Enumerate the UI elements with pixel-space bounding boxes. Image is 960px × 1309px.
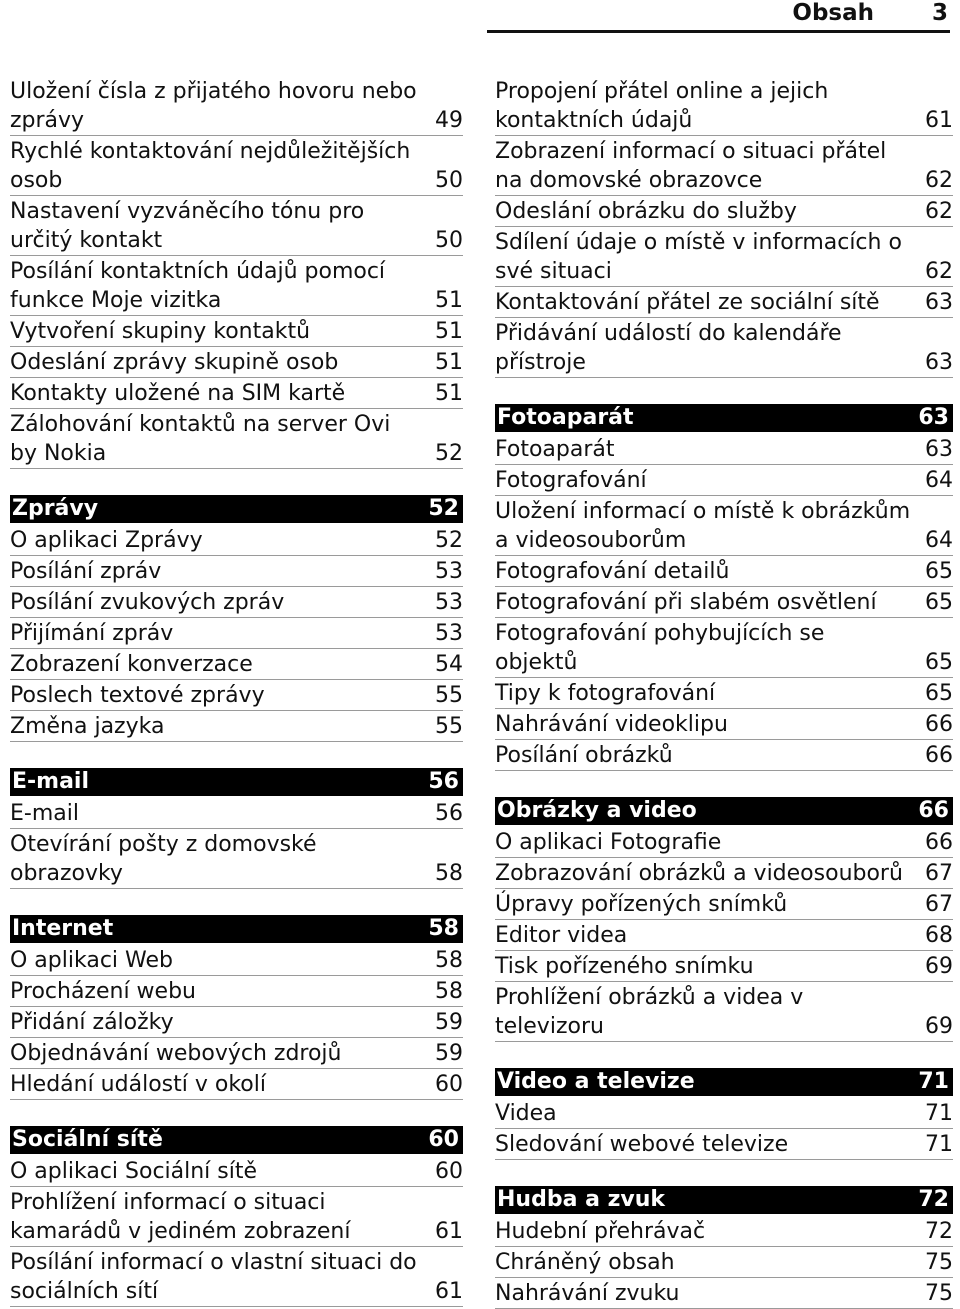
page-number: 51 [435, 288, 463, 313]
toc-entry[interactable] [10, 256, 463, 316]
toc-entry[interactable] [10, 587, 463, 618]
page-number: 51 [435, 319, 463, 344]
toc-entry[interactable] [495, 287, 953, 318]
entry-title: Fotografování [495, 468, 647, 493]
toc-entry[interactable] [495, 556, 953, 587]
entry-title: Zobrazení konverzace [10, 652, 253, 677]
toc-section-header[interactable] [495, 404, 953, 432]
entry-title: Sdílení údaje o místě v informacích o své situaci [495, 230, 902, 284]
entry-title: Zobrazování obrázků a videosouborů [495, 861, 903, 886]
toc-entry[interactable] [495, 318, 953, 378]
entry-title: Nahrávání zvuku [495, 1281, 680, 1306]
toc-entry[interactable] [10, 798, 463, 829]
toc-entry[interactable] [495, 1098, 953, 1129]
entry-title: Uložení informací o místě k obrázkům a videosouborům [495, 499, 911, 553]
section-title: Internet [12, 916, 114, 941]
page-number: 67 [925, 861, 953, 886]
page-number: 71 [918, 1069, 949, 1094]
page-number: 62 [925, 259, 953, 284]
page-number: 63 [925, 350, 953, 375]
toc-entry[interactable] [495, 678, 953, 709]
toc-entry[interactable] [10, 316, 463, 347]
entry-title: Rychlé kontaktování nejdůležitějších osob [10, 139, 411, 193]
entry-title: Přidávání událostí do kalendáře přístroje [495, 321, 842, 375]
entry-title: O aplikaci Sociální sítě [10, 1159, 258, 1184]
page-number: 64 [925, 528, 953, 553]
toc-entry[interactable] [495, 136, 953, 196]
page-number: 72 [918, 1187, 949, 1212]
page-number: 54 [435, 652, 463, 677]
entry-title: Videa [495, 1101, 557, 1126]
page-number: 65 [925, 681, 953, 706]
section-title: Video a televize [497, 1069, 695, 1094]
toc-entry[interactable] [495, 920, 953, 951]
entry-title: Přidání záložky [10, 1010, 174, 1035]
entry-title: Posílání kontaktních údajů pomocí funkce Moje vizitka [10, 259, 386, 313]
toc-entry[interactable] [10, 347, 463, 378]
page-number: 71 [925, 1132, 953, 1157]
page-number: 49 [435, 108, 463, 133]
toc-entry[interactable] [10, 1069, 463, 1100]
entry-title: Fotografování detailů [495, 559, 730, 584]
page-number: 66 [918, 798, 949, 823]
entry-title: Úpravy pořízených snímků [495, 892, 788, 917]
entry-title: Sledování webové televize [495, 1132, 789, 1157]
page-header [487, 0, 950, 33]
page-number: 60 [435, 1072, 463, 1097]
toc-entry[interactable] [10, 945, 463, 976]
toc-entry[interactable] [10, 378, 463, 409]
toc-column-left [10, 76, 463, 1307]
entry-title: Editor videa [495, 923, 628, 948]
entry-title: Procházení webu [10, 979, 196, 1004]
toc-entry[interactable] [10, 76, 463, 136]
toc-entry[interactable] [495, 465, 953, 496]
toc-entry[interactable] [10, 829, 463, 889]
page-number: 63 [925, 290, 953, 315]
entry-title: Nastavení vyzváněcího tónu pro určitý kontakt [10, 199, 365, 253]
toc-entry[interactable] [10, 711, 463, 742]
page-number: 55 [435, 683, 463, 708]
page-number: 62 [925, 199, 953, 224]
entry-title: Hudební přehrávač [495, 1219, 706, 1244]
toc-entry[interactable] [10, 525, 463, 556]
entry-title: Propojení přátel online a jejich kontaktních údajů [495, 79, 829, 133]
toc-section-header[interactable] [495, 797, 953, 825]
entry-title: Chráněný obsah [495, 1250, 675, 1275]
page-number: 53 [435, 621, 463, 646]
page-number: 75 [925, 1250, 953, 1275]
entry-title: Posílání obrázků [495, 743, 673, 768]
entry-title: Změna jazyka [10, 714, 165, 739]
entry-title: Zobrazení informací o situaci přátel na domovské obrazovce [495, 139, 887, 193]
toc-entry[interactable] [495, 618, 953, 678]
toc-entry[interactable] [495, 76, 953, 136]
section-title: Zprávy [12, 496, 99, 521]
section-title: E-mail [12, 769, 90, 794]
entry-title: E-mail [10, 801, 79, 826]
section-title: Fotoaparát [497, 405, 634, 430]
toc-entry[interactable] [495, 740, 953, 771]
page-number: 67 [925, 892, 953, 917]
page-number: 59 [435, 1041, 463, 1066]
toc-entry[interactable] [495, 587, 953, 618]
page-number: 63 [918, 405, 949, 430]
page-number: 61 [435, 1219, 463, 1244]
toc-entry[interactable] [495, 858, 953, 889]
toc-entry[interactable] [10, 649, 463, 680]
page-number: 58 [435, 948, 463, 973]
toc-entry[interactable] [495, 1278, 953, 1309]
page-number: 53 [435, 590, 463, 615]
toc-entry[interactable] [10, 196, 463, 256]
page-number: 52 [435, 528, 463, 553]
toc-section-header[interactable] [10, 495, 463, 523]
page-number: 59 [435, 1010, 463, 1035]
entry-title: Fotografování při slabém osvětlení [495, 590, 877, 615]
toc-entry[interactable] [495, 951, 953, 982]
toc-entry[interactable] [495, 827, 953, 858]
entry-title: Odeslání zprávy skupině osob [10, 350, 339, 375]
section-title: Hudba a zvuk [497, 1187, 666, 1212]
page-number: 65 [925, 590, 953, 615]
entry-title: Nahrávání videoklipu [495, 712, 728, 737]
page-number: 60 [428, 1127, 459, 1152]
page-number: 68 [925, 923, 953, 948]
entry-title: Vytvoření skupiny kontaktů [10, 319, 311, 344]
entry-title: Odeslání obrázku do služby [495, 199, 797, 224]
toc-entry[interactable] [10, 409, 463, 469]
page-number: 64 [925, 468, 953, 493]
page-number: 71 [925, 1101, 953, 1126]
page-number: 58 [435, 979, 463, 1004]
page-number: 50 [435, 228, 463, 253]
toc-entry[interactable] [495, 1247, 953, 1278]
page-number: 66 [925, 830, 953, 855]
toc-entry[interactable] [495, 982, 953, 1042]
entry-title: Zálohování kontaktů na server Ovi by Nokia [10, 412, 391, 466]
entry-title: Kontaktování přátel ze sociální sítě [495, 290, 880, 315]
entry-title: Posílání zpráv [10, 559, 162, 584]
page-number: 55 [435, 714, 463, 739]
page-number: 69 [925, 954, 953, 979]
entry-title: Otevírání pošty z domovské obrazovky [10, 832, 317, 886]
toc-entry[interactable] [10, 618, 463, 649]
toc-column-right [495, 76, 953, 1309]
page-number: 51 [435, 350, 463, 375]
page-number: 52 [428, 496, 459, 521]
entry-title: Přijímání zpráv [10, 621, 174, 646]
page-number: 51 [435, 381, 463, 406]
toc-section-header[interactable] [495, 1068, 953, 1096]
entry-title: Objednávání webových zdrojů [10, 1041, 342, 1066]
entry-title: Fotografování pohybujících se objektů [495, 621, 825, 675]
header-page-number: 3 [931, 0, 948, 26]
page-number: 62 [925, 168, 953, 193]
entry-title: Tisk pořízeného snímku [495, 954, 754, 979]
toc-entry[interactable] [10, 136, 463, 196]
page-number: 60 [435, 1159, 463, 1184]
entry-title: O aplikaci Zprávy [10, 528, 203, 553]
page-number: 66 [925, 743, 953, 768]
toc-entry[interactable] [10, 680, 463, 711]
page-number: 61 [435, 1279, 463, 1304]
toc-entry[interactable] [495, 709, 953, 740]
toc-entry[interactable] [495, 1216, 953, 1247]
entry-title: Fotoaparát [495, 437, 615, 462]
toc-entry[interactable] [10, 556, 463, 587]
toc-entry[interactable] [10, 976, 463, 1007]
page-number: 69 [925, 1014, 953, 1039]
page-number: 58 [435, 861, 463, 886]
section-title: Obrázky a video [497, 798, 697, 823]
toc-entry[interactable] [495, 496, 953, 556]
toc-entry[interactable] [10, 1247, 463, 1307]
toc-entry[interactable] [495, 1129, 953, 1160]
entry-title: Hledání událostí v okolí [10, 1072, 266, 1097]
page-number: 63 [925, 437, 953, 462]
entry-title: Kontakty uložené na SIM kartě [10, 381, 346, 406]
entry-title: Posílání informací o vlastní situaci do sociálních sítí [10, 1250, 417, 1304]
page-number: 75 [925, 1281, 953, 1306]
page-number: 72 [925, 1219, 953, 1244]
toc-entry[interactable] [495, 434, 953, 465]
toc-section-header[interactable] [10, 915, 463, 943]
section-title: Sociální sítě [12, 1127, 163, 1152]
page-number: 65 [925, 559, 953, 584]
entry-title: O aplikaci Fotografie [495, 830, 722, 855]
entry-title: Prohlížení obrázků a videa v televizoru [495, 985, 804, 1039]
page-number: 65 [925, 650, 953, 675]
page-number: 66 [925, 712, 953, 737]
entry-title: Poslech textové zprávy [10, 683, 265, 708]
toc-entry[interactable] [10, 1187, 463, 1247]
page-number: 50 [435, 168, 463, 193]
toc-entry[interactable] [495, 889, 953, 920]
toc-section-header[interactable] [495, 1186, 953, 1214]
entry-title: Tipy k fotografování [495, 681, 716, 706]
toc-section-header[interactable] [10, 768, 463, 796]
entry-title: Prohlížení informací o situaci kamarádů v jediném zobrazení [10, 1190, 351, 1244]
page-number: 58 [428, 916, 459, 941]
page-number: 52 [435, 441, 463, 466]
entry-title: O aplikaci Web [10, 948, 173, 973]
toc-entry[interactable] [10, 1007, 463, 1038]
page-number: 56 [428, 769, 459, 794]
page-number: 53 [435, 559, 463, 584]
header-title: Obsah [792, 0, 874, 26]
toc-entry[interactable] [10, 1156, 463, 1187]
page-number: 61 [925, 108, 953, 133]
entry-title: Posílání zvukových zpráv [10, 590, 285, 615]
toc-entry[interactable] [495, 227, 953, 287]
toc-entry[interactable] [495, 196, 953, 227]
toc-entry[interactable] [10, 1038, 463, 1069]
entry-title: Uložení čísla z přijatého hovoru nebo zprávy [10, 79, 417, 133]
toc-section-header[interactable] [10, 1126, 463, 1154]
page-number: 56 [435, 801, 463, 826]
